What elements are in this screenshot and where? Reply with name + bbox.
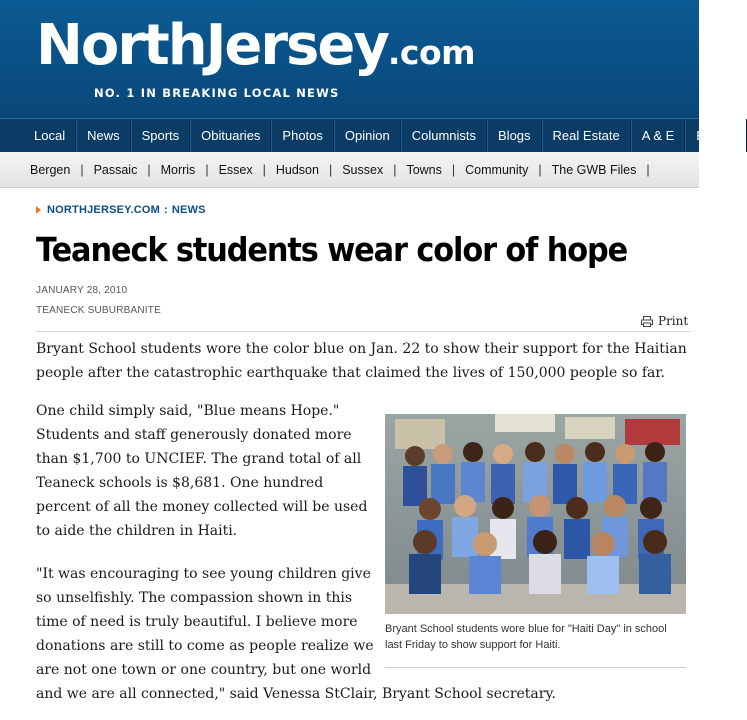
subnav-item-community[interactable]: Community: [465, 162, 529, 177]
subnav-item-bergen[interactable]: Bergen: [30, 162, 71, 177]
nav-item-real-estate[interactable]: Real Estate: [542, 119, 631, 152]
article-paragraph: Bryant School students wore the color blue on Jan. 22 to show their support for the Haitian people after the catastrophic earthquake that claimed the lives of 150,000 people so far.: [36, 341, 687, 381]
breadcrumb: [36, 204, 206, 216]
article-paragraph-continued: and we are all connected," said Venessa StClair, Bryant School secretary.: [36, 686, 556, 702]
subnav-item-passaic[interactable]: Passaic: [93, 162, 138, 177]
nav-item-a-and-e[interactable]: A & E: [631, 119, 686, 152]
subnav-separator: |: [538, 162, 542, 177]
nav-item-events[interactable]: Events: [685, 119, 747, 152]
masthead: [0, 0, 699, 118]
article-photo[interactable]: [385, 414, 686, 614]
subnav-separator: |: [262, 162, 266, 177]
subnav-separator: |: [646, 162, 650, 177]
site-logo[interactable]: [36, 13, 475, 78]
subnav-separator: |: [147, 162, 151, 177]
breadcrumb-separator: :: [164, 204, 168, 216]
subnav-item-gwb-files[interactable]: The GWB Files: [551, 162, 637, 177]
breadcrumb-section-link[interactable]: NEWS: [171, 204, 206, 216]
caption-divider: [385, 667, 686, 668]
subnav-separator: |: [393, 162, 397, 177]
subnav-item-sussex[interactable]: Sussex: [342, 162, 384, 177]
nav-item-sports[interactable]: Sports: [131, 119, 191, 152]
site-tagline: NO. 1 IN BREAKING LOCAL NEWS: [94, 86, 340, 100]
nav-item-columnists[interactable]: Columnists: [401, 119, 487, 152]
print-label: Print: [658, 314, 689, 328]
nav-item-blogs[interactable]: Blogs: [487, 119, 542, 152]
nav-item-photos[interactable]: Photos: [271, 119, 333, 152]
nav-item-news[interactable]: News: [76, 119, 131, 152]
photo-caption: Bryant School students wore blue for "Haiti Day" in school last Friday to show support for Haiti.: [385, 623, 667, 651]
article-divider: [36, 331, 691, 332]
subnav-separator: |: [451, 162, 456, 177]
secondary-nav: [0, 152, 699, 188]
article-date: JANUARY 28, 2010: [36, 285, 128, 296]
logo-suffix: .com: [387, 33, 475, 72]
subnav-item-hudson[interactable]: Hudson: [275, 162, 319, 177]
article-paragraph: One child simply said, "Blue means Hope." Students and staff generously donated more than $1,700 to UNCIEF. The grand total of all Teaneck schools is $8,681. One hundred percent of all the money collected will be used to aide the children in Haiti.: [36, 403, 368, 539]
subnav-item-essex[interactable]: Essex: [218, 162, 253, 177]
subnav-item-morris[interactable]: Morris: [160, 162, 196, 177]
breadcrumb-site-link[interactable]: NORTHJERSEY.COM: [47, 204, 161, 216]
logo-main: NorthJersey: [36, 13, 388, 78]
nav-item-local[interactable]: Local: [24, 119, 76, 152]
printer-icon: [641, 316, 653, 327]
class-photo-image: [385, 414, 686, 614]
article-source: TEANECK SUBURBANITE: [36, 305, 161, 316]
breadcrumb-arrow-icon: [36, 206, 41, 214]
print-button[interactable]: [641, 314, 688, 328]
subnav-separator: |: [80, 162, 84, 177]
article-headline: Teaneck students wear color of hope: [36, 230, 628, 269]
subnav-item-towns[interactable]: Towns: [406, 162, 442, 177]
nav-item-opinion[interactable]: Opinion: [334, 119, 401, 152]
article-paragraph: "It was encouraging to see young children give so unselfishly. The compassion shown in this time of need is truly beautiful. I believe more donations are still to come as people realize we are not one town or one country, but one world: [36, 566, 374, 678]
primary-nav: [0, 118, 737, 152]
nav-item-obituaries[interactable]: Obituaries: [190, 119, 271, 152]
subnav-separator: |: [328, 162, 333, 177]
subnav-separator: |: [205, 162, 209, 177]
